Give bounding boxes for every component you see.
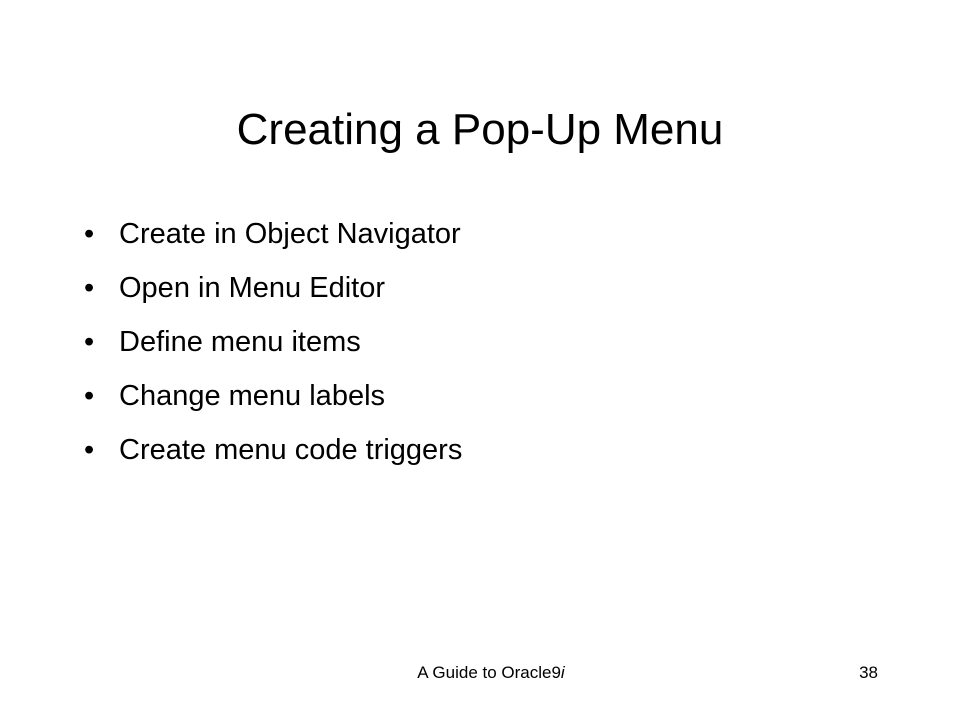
bullet-item bbox=[84, 432, 462, 468]
bullet-item bbox=[84, 378, 462, 414]
footer-title-text: A Guide to Oracle9 bbox=[417, 663, 561, 682]
bullet-icon: • bbox=[84, 380, 95, 412]
bullet-item bbox=[84, 324, 462, 360]
bullet-text: Define menu items bbox=[119, 326, 361, 358]
bullet-list bbox=[84, 216, 462, 486]
bullet-item bbox=[84, 216, 462, 252]
footer-title-italic: i bbox=[560, 663, 565, 682]
bullet-item bbox=[84, 270, 462, 306]
bullet-text: Change menu labels bbox=[119, 380, 386, 412]
bullet-text: Create in Object Navigator bbox=[119, 218, 461, 250]
slide-title: Creating a Pop-Up Menu bbox=[236, 105, 724, 154]
bullet-icon: • bbox=[84, 272, 95, 304]
bullet-icon: • bbox=[84, 218, 95, 250]
bullet-text: Open in Menu Editor bbox=[119, 272, 385, 304]
page-number: 38 bbox=[859, 663, 878, 682]
bullet-icon: • bbox=[84, 434, 95, 466]
bullet-icon: • bbox=[84, 326, 95, 358]
bullet-text: Create menu code triggers bbox=[119, 434, 463, 466]
footer-course-title bbox=[0, 662, 960, 684]
